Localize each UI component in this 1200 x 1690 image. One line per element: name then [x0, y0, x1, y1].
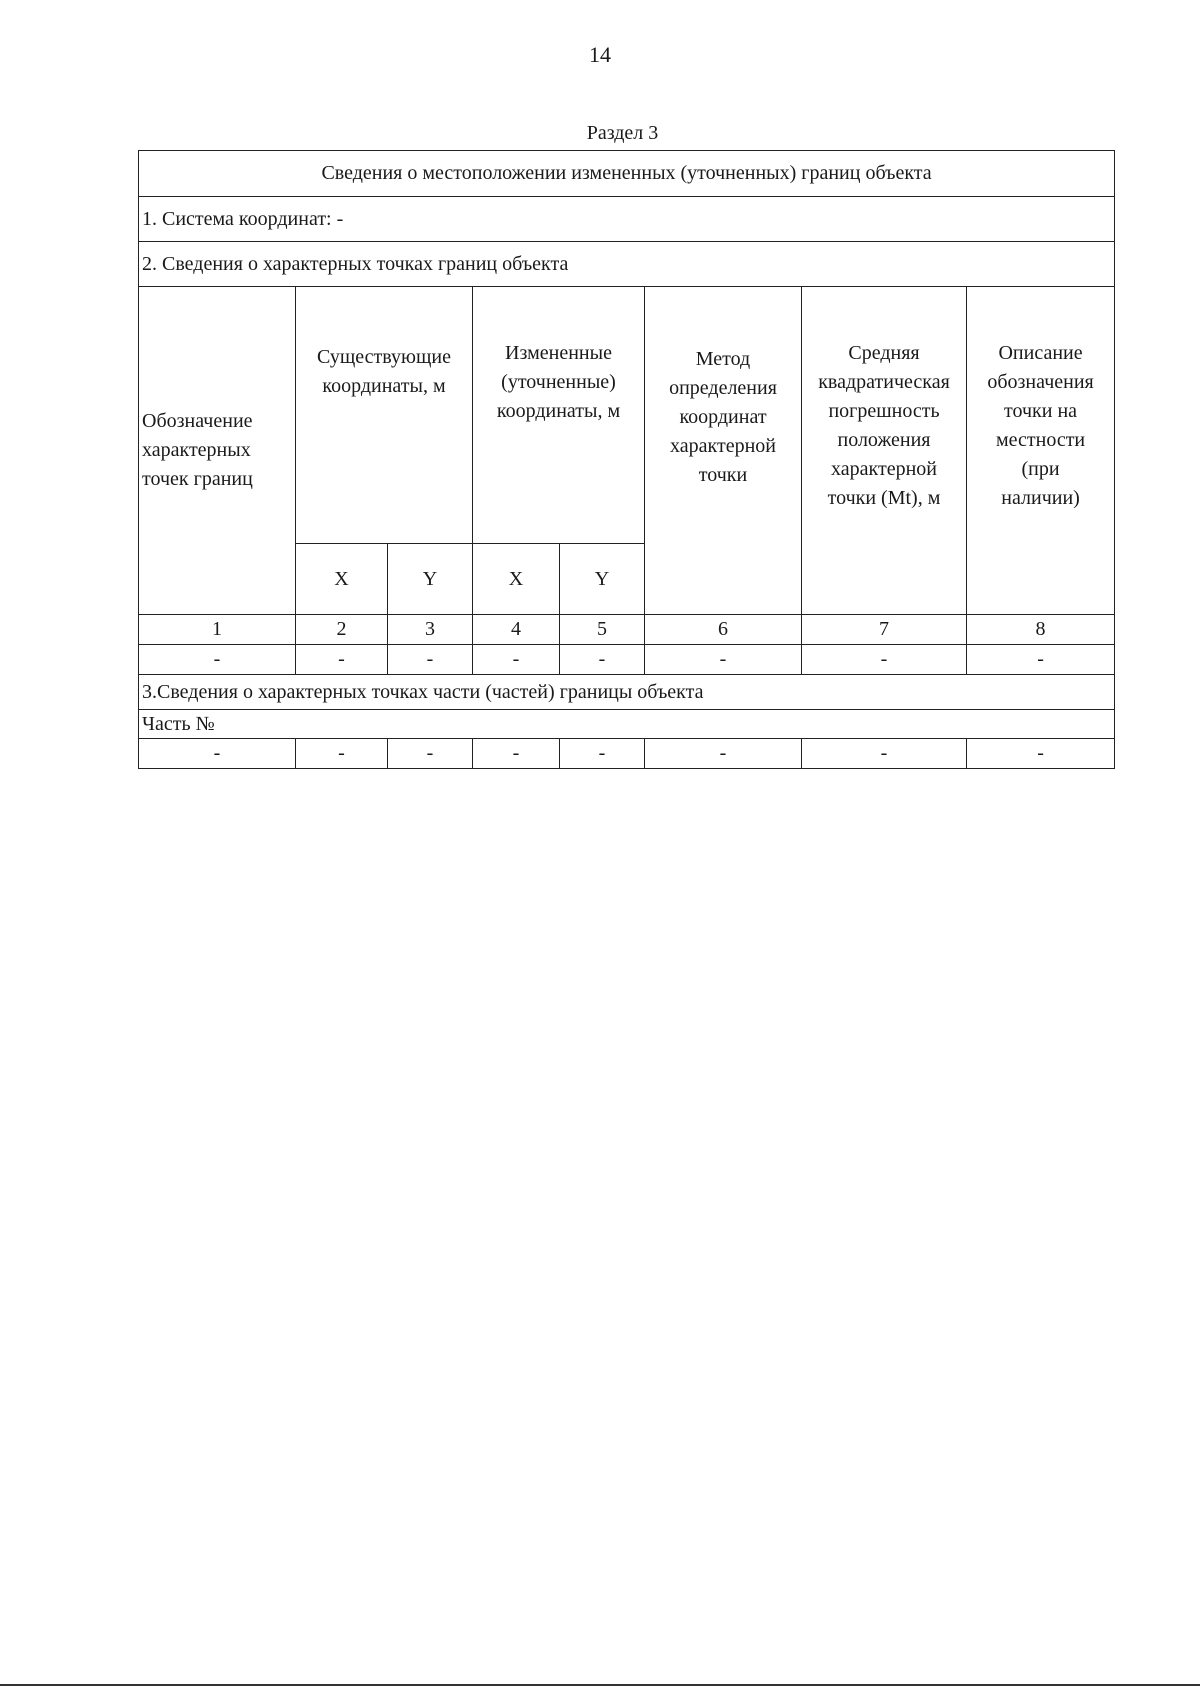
section-label: Раздел 3 [586, 122, 659, 144]
header-method-text: Метод определения координат характерной точки [669, 348, 777, 486]
page-bottom-rule [0, 1684, 1200, 1686]
header-point-designation [139, 287, 296, 615]
table-cell: - [560, 739, 645, 769]
header-existing-x: X [296, 544, 388, 615]
points-heading: 2. Сведения о характерных точках границ объекта [139, 242, 1115, 287]
column-number: 8 [967, 615, 1115, 645]
header-changed-x: X [473, 544, 560, 615]
table-cell: - [967, 645, 1115, 675]
table-cell: - [473, 739, 560, 769]
table-title: Сведения о местоположении измененных (уточненных) границ объекта [139, 151, 1115, 197]
header-changed-coordinates [473, 287, 645, 544]
table-cell: - [296, 739, 388, 769]
table-cell: - [802, 645, 967, 675]
table-cell: - [560, 645, 645, 675]
header-mean-square-error-text: Средняя квадратическая погрешность положения характерной точки (Mt), м [818, 342, 950, 509]
header-point-description [967, 287, 1115, 615]
column-number: 1 [139, 615, 296, 645]
column-number: 3 [388, 615, 473, 645]
table-cell: - [645, 739, 802, 769]
table-cell: - [388, 739, 473, 769]
header-mean-square-error [802, 287, 967, 615]
column-number: 4 [473, 615, 560, 645]
table-cell: - [473, 645, 560, 675]
table-cell: - [139, 645, 296, 675]
boundary-table [138, 150, 1115, 769]
table-row [139, 645, 1115, 675]
column-number: 2 [296, 615, 388, 645]
column-numbers-row [139, 615, 1115, 645]
header-existing-coordinates-text: Существующие координаты, м [317, 346, 451, 397]
table-cell: - [139, 739, 296, 769]
column-number: 7 [802, 615, 967, 645]
coordinate-system: 1. Система координат: - [139, 197, 1115, 242]
header-point-description-text: Описание обозначения точки на местности (при наличии) [987, 342, 1094, 509]
table-cell: - [645, 645, 802, 675]
table-cell: - [296, 645, 388, 675]
table-cell: - [802, 739, 967, 769]
header-changed-coordinates-text: Измененные (уточненные) координаты, м [496, 342, 621, 422]
header-existing-y: Y [388, 544, 473, 615]
column-number: 6 [645, 615, 802, 645]
table-row [139, 739, 1115, 769]
header-existing-coordinates [296, 287, 473, 544]
header-point-designation-text: Обозначение характерных точек границ [142, 410, 253, 490]
header-method [645, 287, 802, 615]
table-cell: - [388, 645, 473, 675]
table-cell: - [967, 739, 1115, 769]
parts-heading: 3.Сведения о характерных точках части (частей) границы объекта [139, 675, 1115, 710]
page-number: 14 [589, 42, 611, 67]
column-number: 5 [560, 615, 645, 645]
part-number: Часть № [139, 710, 1115, 739]
header-changed-y: Y [560, 544, 645, 615]
